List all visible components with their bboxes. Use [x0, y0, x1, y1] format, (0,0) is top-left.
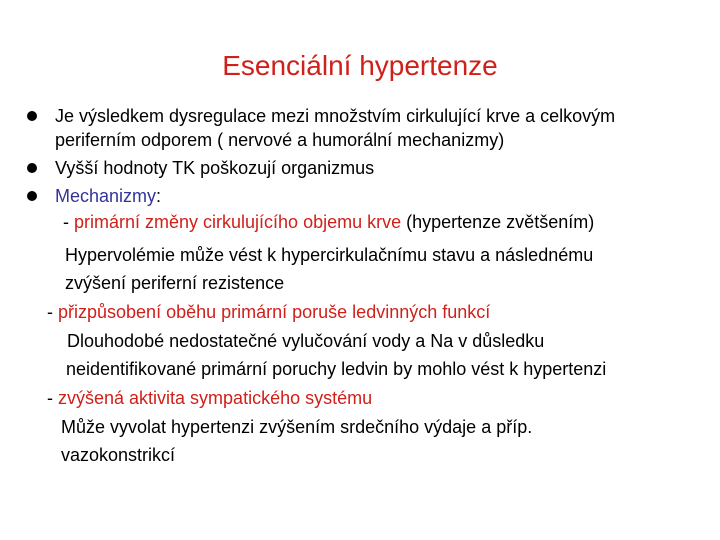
- bullet-dot-icon: [27, 191, 37, 201]
- bullet-1-line-1: Je výsledkem dysregulace mezi množstvím cirkulující krve a celkovým: [55, 106, 616, 126]
- mechanism-1-heading: primární změny cirkulujícího objemu krve: [74, 212, 402, 232]
- mechanism-2-dash: -: [47, 302, 58, 322]
- bullet-2-text: Vyšší hodnoty TK poškozují organizmus: [55, 158, 375, 178]
- bullet-dot-icon: [27, 163, 37, 173]
- mechanism-1-dash: -: [63, 212, 74, 232]
- mechanism-3-heading: zvýšená aktivita sympatického systému: [58, 388, 373, 408]
- mechanism-3-dash: -: [47, 388, 58, 408]
- slide-title: Esenciální hypertenze: [222, 50, 498, 81]
- bullet-dot-icon: [27, 111, 37, 121]
- mechanism-3-desc-1: Může vyvolat hypertenzi zvýšením srdečního výdaje a příp.: [61, 417, 533, 437]
- mechanism-1-note: (hypertenze zvětšením): [401, 212, 595, 232]
- mechanism-1-heading-line: [63, 210, 594, 234]
- bullet-1-line-2: periferním odporem ( nervové a humorální mechanizmy): [55, 130, 505, 150]
- mechanism-2-heading: přizpůsobení oběhu primární poruše ledvinných funkcí: [58, 302, 491, 322]
- mechanism-1-desc-1: Hypervolémie může vést k hypercirkulačnímu stavu a následnému: [65, 245, 594, 265]
- mechanism-1-desc-2: zvýšení periferní rezistence: [65, 273, 285, 293]
- bullet-3-text: [55, 184, 161, 208]
- mechanism-2-heading-line: [47, 300, 490, 324]
- mechanism-2-desc-2: neidentifikované primární poruchy ledvin by mohlo vést k hypertenzi: [66, 359, 607, 379]
- mechanism-2-desc-1: Dlouhodobé nedostatečné vylučování vody a Na v důsledku: [67, 331, 545, 351]
- mechanism-3-heading-line: [47, 386, 372, 410]
- mechanism-3-desc-2: vazokonstrikcí: [61, 445, 176, 465]
- mechanisms-label: Mechanizmy: [55, 186, 157, 206]
- mechanisms-colon: :: [156, 186, 162, 206]
